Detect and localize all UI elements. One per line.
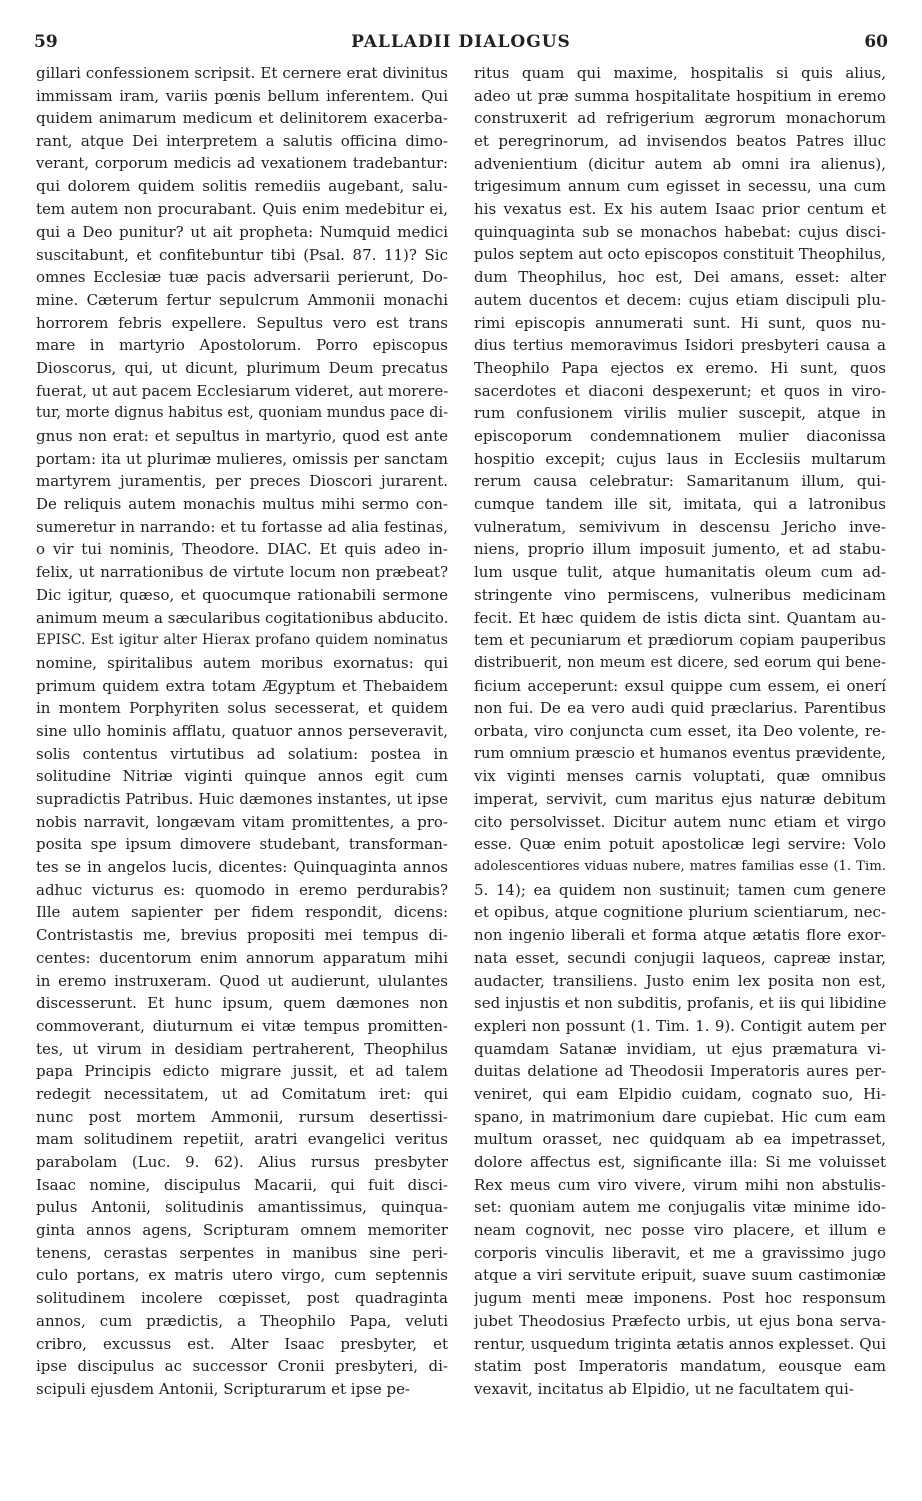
text-line: adeo ut præ summa hospitalitate hospitium in eremo: [474, 86, 886, 105]
text-line: supradictis Patribus. Huic dæmones instantes, ut ipse: [36, 790, 448, 808]
text-line: non ingenio liberali et forma atque ætatis flore exor-: [474, 926, 886, 945]
text-line: solitudinem incolere cœpisset, post quadraginta: [36, 1289, 448, 1308]
text-line: autem ducentos et decem: cujus etiam discipuli plu-: [474, 290, 886, 309]
text-line: animum meum a sæcularibus cogitationibus abducito.: [36, 608, 448, 627]
text-line: sed injustis et non subditis, profanis, et iis qui libidine: [474, 994, 886, 1013]
text-line: quamdam Satanæ invidiam, ut ejus præmatura vi-: [474, 1039, 886, 1058]
text-line: rum omnium præscio et humanos eventus prævidente,: [474, 744, 886, 762]
text-line: EPISC. Est igitur alter Hierax profano quidem nominatus: [36, 632, 448, 649]
text-line: horrorem febris expellere. Sepultus vero est trans: [36, 313, 448, 332]
text-line: duitas delatione ad Theodosii Imperatoris aures per-: [474, 1062, 886, 1081]
text-line: adolescentiores viduas nubere, matres familias esse (1. Tim.: [474, 859, 886, 875]
text-line: sumeretur in narrando: et tu fortasse ad alia festinas,: [36, 517, 448, 536]
text-line: mine. Cæterum fertur sepulcrum Ammonii monachi: [36, 290, 448, 309]
text-line: tes, ut virum in desidiam pertraherent, Theophilus: [36, 1039, 448, 1058]
text-line: mam solitudinem repetiit, aratri evangelici veritus: [36, 1130, 448, 1149]
text-line: gillari confessionem scripsit. Et cernere erat divinitus: [36, 64, 448, 82]
text-line: culo portans, ex matris utero virgo, cum septennis: [36, 1266, 448, 1285]
text-line: imperat, servivit, cum maritus ejus naturæ debitum: [474, 790, 886, 808]
text-line: dum Theophilus, hoc est, Dei amans, esset: alter: [474, 268, 886, 287]
text-line: non fui. De ea vero audi quid præclarius. Parentibus: [474, 699, 886, 718]
text-line: fecit. Et hæc quidem de istis dicta sint. Quantam au-: [474, 608, 886, 627]
text-line: distribuerit, non meum est dicere, sed eorum qui bene-: [474, 654, 886, 671]
text-line: De reliquis autem monachis multus mihi sermo con-: [36, 495, 448, 514]
text-line: nomine, spiritalibus autem moribus exornatus: qui: [36, 653, 448, 672]
text-line: cumque tandem ille sit, imitata, qui a latronibus: [474, 495, 886, 514]
text-line: tes se in angelos lucis, dicentes: Quinquaginta annos: [36, 858, 448, 877]
text-line: Dioscorus, qui, ut dicunt, plurimum Deum precatus: [36, 358, 448, 377]
text-line: Theophilo Papa ejectos ex eremo. Hi sunt, quos: [474, 358, 886, 377]
text-line: multum orasset, nec quidquam ab ea impetrasset,: [474, 1130, 886, 1149]
text-line: primum quidem extra totam Ægyptum et Thebaidem: [36, 676, 448, 695]
text-line: trigesimum annum cum egisset in secessu, una cum: [474, 177, 886, 196]
text-line: felix, ut narrationibus de virtute locum non præbeat?: [36, 563, 448, 582]
text-line: ritus quam qui maxime, hospitalis si quis alius,: [474, 64, 886, 82]
text-line: et opibus, atque cognitione plurium scientiarum, nec-: [474, 903, 886, 922]
text-line: audacter, transiliens. Justo enim lex posita non est,: [474, 971, 886, 990]
text-line: martyrem juramentis, per preces Dioscori jurarent.: [36, 472, 448, 491]
text-line: centes: ducentorum enim annorum apparatum mihi: [36, 948, 448, 967]
text-line: Dic igitur, quæso, et quocumque rationabili sermone: [36, 585, 448, 604]
text-line: sacerdotes et diaconi despexerunt; et quos in viro-: [474, 381, 886, 400]
text-line: gnus non erat: et sepultus in martyrio, quod est ante: [36, 427, 448, 445]
text-line: niens, proprio illum imposuit jumento, et ad stabu-: [474, 540, 886, 559]
text-line: tem et pecuniarum et prædiorum copiam pauperibus: [474, 631, 886, 650]
text-line: portam: ita ut plurimæ mulieres, omissis per sanctam: [36, 449, 448, 468]
text-line: scipuli ejusdem Antonii, Scripturarum et ipse pe-: [36, 1379, 411, 1398]
text-line: statim post Imperatoris mandatum, eousque eam: [474, 1357, 886, 1376]
text-line: tur, morte dignus habitus est, quoniam mundus pace di-: [36, 405, 448, 422]
text-line: corporis vinculis liberavit, et me a gravissimo jugo: [474, 1243, 886, 1262]
text-line: in montem Porphyriten solus secesserat, et quidem: [36, 699, 448, 718]
text-line: qui a Deo punitur? ut ait propheta: Numquid medici: [36, 222, 448, 241]
left-page-number: 59: [34, 32, 58, 52]
text-line: commoverant, diuturnum ei vitæ tempus promitten-: [36, 1016, 448, 1035]
text-line: nunc post mortem Ammonii, rursum desertissi-: [36, 1107, 448, 1126]
text-line: parabolam (Luc. 9. 62). Alius rursus presbyter: [36, 1153, 448, 1171]
text-line: verant, corporum medicis ad vexationem tradebantur:: [36, 154, 448, 172]
text-line: vexavit, incitatus ab Elpidio, ut ne facultatem qui-: [474, 1379, 854, 1398]
text-line: cito persolvisset. Dicitur autem nunc etiam et virgo: [474, 812, 886, 831]
text-line: nata esset, secundi conjugii laqueos, capreæ instar,: [474, 948, 886, 967]
text-line: solis contentus virtutibus ad solatium: postea in: [36, 744, 448, 763]
text-line: veniret, qui eam Elpidio cuidam, cognato suo, Hi-: [474, 1084, 886, 1103]
text-line: rerum causa celebratur: Samaritanum illum, qui-: [474, 472, 886, 491]
text-line: vulneratum, semivivum in descensu Jericho inve-: [474, 517, 886, 536]
text-line: sine ullo hominis afflatu, quatuor annos perseveravit,: [36, 721, 448, 740]
text-line: in eremo instruxeram. Quod ut audierunt, ululantes: [36, 971, 448, 990]
text-line: tenens, cerastas serpentes in manibus sine peri-: [36, 1243, 448, 1262]
text-line: Contristastis me, brevius propositi mei tempus di-: [36, 926, 448, 945]
text-line: Ille autem sapienter per fidem respondit, dicens:: [36, 903, 448, 922]
text-line: dolore affectus est, significante illa: Si me voluisset: [474, 1153, 886, 1171]
text-line: 5. 14); ea quidem non sustinuit; tamen cum genere: [474, 880, 886, 899]
text-line: esse. Quæ enim potuit apostolicæ legi servire: Volo: [474, 835, 886, 854]
text-line: quidem animarum medicum et delinitorem exacerba-: [36, 109, 448, 128]
text-line: lum usque tulit, atque humanitatis oleum cum ad-: [474, 563, 886, 582]
text-line: nobis narravit, longævam vitam promittentes, a pro-: [36, 812, 448, 831]
text-line: annos, cum prædictis, a Theophilo Papa, veluti: [36, 1311, 448, 1330]
text-line: jugum menti meæ imponens. Post hoc responsum: [474, 1289, 886, 1308]
text-line: fuerat, ut aut pacem Ecclesiarum videret, aut morere-: [36, 381, 448, 400]
text-line: cribro, excussus est. Alter Isaac presbyter, et: [36, 1334, 448, 1353]
right-text-column: [474, 62, 886, 1401]
text-line: atque a viri servitute eripuit, suave suum castimoniæ: [474, 1266, 886, 1285]
text-line: quinquaginta sub se monachos habebat: cujus disci-: [474, 222, 886, 241]
left-text-column: [36, 62, 448, 1401]
right-page-number: 60: [864, 32, 888, 52]
text-line: redegit necessitatem, ut ad Comitatum iret: qui: [36, 1084, 448, 1103]
text-line: qui dolorem quidem solitis remediis augebant, salu-: [36, 177, 448, 196]
text-line: episcoporum condemnationem mulier diaconissa: [474, 427, 886, 445]
text-line: o vir tui nominis, Theodore. DIAC. Et quis adeo in-: [36, 540, 448, 559]
text-line: discesserunt. Et hunc ipsum, quem dæmones non: [36, 994, 448, 1013]
text-line: spano, in matrimonium dare cupiebat. Hic cum eam: [474, 1107, 886, 1126]
text-line: Rex meus cum viro vivere, virum mihi non abstulis-: [474, 1175, 886, 1194]
text-line: rimi episcopis annumerati sunt. Hi sunt, quos nu-: [474, 313, 886, 332]
text-line: pulos septem aut octo episcopos constituit Theophilus,: [474, 245, 886, 263]
text-line: et peregrinorum, ad invisendos beatos Patres illuc: [474, 132, 886, 151]
text-line: rant, atque Dei interpretem a salutis officina dimo-: [36, 132, 448, 151]
text-line: omnes Ecclesiæ tuæ pacis adversarii perierunt, Do-: [36, 268, 448, 287]
text-line: set: quoniam autem me conjugalis vitæ minime ido-: [474, 1198, 886, 1217]
text-line: construxerit ad refrigerium ægrorum monachorum: [474, 109, 886, 128]
running-header: [30, 32, 892, 60]
text-line: advenientium (dicitur autem ab omni ira alienus),: [474, 154, 886, 173]
text-line: rum confusionem virilis mulier suscepit, atque in: [474, 404, 886, 423]
text-line: immissam iram, variis pœnis bellum inferentem. Qui: [36, 86, 448, 105]
text-line: posita spe ipsum dimovere studebant, transforman-: [36, 835, 448, 854]
text-line: hospitio excepit; cujus laus in Ecclesiis multarum: [474, 449, 886, 468]
text-line: vix viginti menses carnis voluptati, quæ omnibus: [474, 767, 886, 786]
text-line: suscitabunt, et confitebuntur tibi (Psal. 87. 11)? Sic: [36, 245, 448, 264]
text-line: ficium acceperunt: exsul quippe cum essem, ei onerí: [474, 676, 886, 695]
text-line: adhuc victurus es: quomodo in eremo perdurabis?: [36, 880, 448, 899]
text-line: expleri non possunt (1. Tim. 1. 9). Contigit autem per: [474, 1016, 886, 1035]
text-line: mare in martyrio Apostolorum. Porro episcopus: [36, 336, 448, 355]
text-line: stringente vino permiscens, vulneribus medicinam: [474, 585, 886, 604]
text-line: tem autem non procurabant. Quis enim medebitur ei,: [36, 200, 448, 219]
text-line: his vexatus est. Ex his autem Isaac prior centum et: [474, 200, 886, 219]
text-line: ipse discipulus ac successor Cronii presbyteri, di-: [36, 1357, 448, 1376]
text-line: pulus Antonii, solitudinis amantissimus, quinqua-: [36, 1198, 448, 1217]
text-line: rentur, usquedum triginta ætatis annos explesset. Qui: [474, 1334, 886, 1353]
text-line: solitudine Nitriæ viginti quinque annos egit cum: [36, 767, 448, 786]
text-line: dius tertius memoravimus Isidori presbyteri causa a: [474, 336, 886, 355]
text-line: Isaac nomine, discipulus Macarii, qui fuit disci-: [36, 1175, 448, 1194]
text-line: papa Principis edicto migrare jussit, et ad talem: [36, 1062, 448, 1081]
text-line: neam cognovit, nec posse viro placere, et illum e: [474, 1221, 886, 1240]
text-line: jubet Theodosius Præfecto urbis, ut ejus bona serva-: [474, 1311, 886, 1330]
text-line: orbata, viro conjuncta cum esset, ita Deo volente, re-: [474, 721, 886, 740]
text-line: ginta annos agens, Scripturam omnem memoriter: [36, 1221, 448, 1240]
running-title: PALLADII DIALOGUS: [351, 32, 571, 52]
